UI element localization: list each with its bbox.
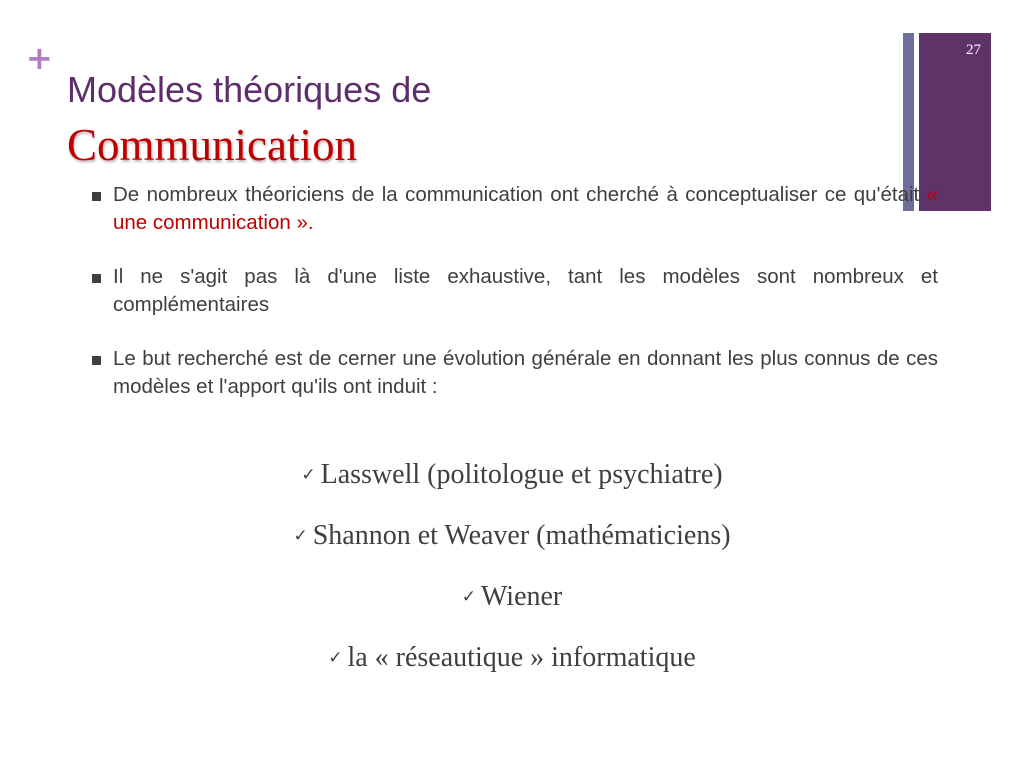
checklist-text: Lasswell (politologue et psychiatre) [320, 459, 723, 490]
square-bullet-icon [92, 192, 101, 201]
bullet-item [90, 181, 938, 237]
page-number: 27 [966, 42, 981, 58]
slide-title-accent: Communication [67, 120, 357, 170]
bullet-text: De nombreux théoriciens de la communication ont cherché à conceptualiser ce qu'était [113, 183, 927, 206]
checklist-text: Wiener [480, 581, 563, 612]
bullet-highlight: « une communication ». [113, 183, 938, 234]
bullet-text: Il ne s'agit pas là d'une liste exhaustive, tant les modèles sont nombreux et complémentaires [113, 265, 938, 316]
checkmark-icon: ✓ [328, 648, 343, 668]
bullet-text: Le but recherché est de cerner une évolution générale en donnant les plus connus de ces modèles et l'apport qu'ils ont induit : [113, 347, 938, 398]
checklist-text: la « réseautique » informatique [347, 642, 696, 673]
checkmark-icon: ✓ [301, 465, 316, 485]
checklist-item [0, 574, 1024, 635]
square-bullet-icon [92, 274, 101, 283]
model-checklist [0, 452, 1024, 696]
checkmark-icon: ✓ [461, 587, 476, 607]
slide-title: Modèles théoriques de [67, 69, 432, 110]
bullet-list [90, 181, 938, 427]
bullet-item [90, 345, 938, 401]
checklist-item [0, 635, 1024, 696]
bullet-item [90, 263, 938, 319]
plus-icon: + [26, 39, 53, 77]
checklist-text: Shannon et Weaver (mathématiciens) [312, 520, 731, 551]
checkmark-icon: ✓ [293, 526, 308, 546]
checklist-item [0, 513, 1024, 574]
checklist-item [0, 452, 1024, 513]
square-bullet-icon [92, 356, 101, 365]
